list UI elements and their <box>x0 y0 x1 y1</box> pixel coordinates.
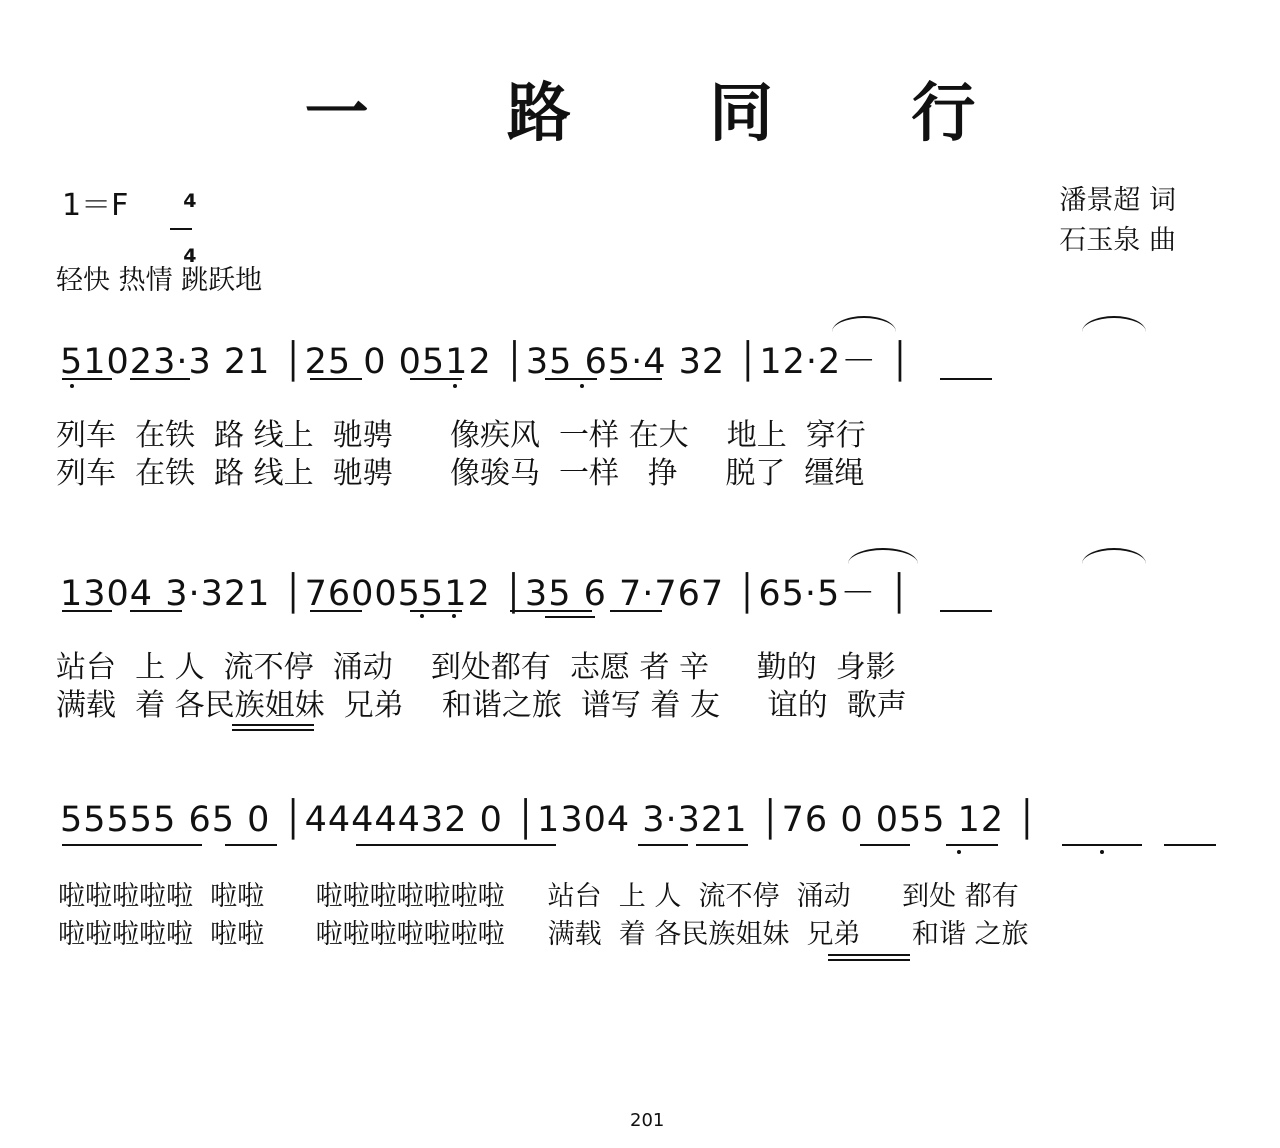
tempo-marking: 轻快 热情 跳跃地 <box>56 265 263 296</box>
time-signature-bar <box>170 228 192 230</box>
time-signature-bottom: 4 <box>183 245 197 267</box>
lyric-underline <box>828 954 910 956</box>
beam <box>940 610 992 612</box>
score-line-2: 1304 3·321 │76005512 │35 6 7·767 │65·5－ │ <box>60 574 911 614</box>
lyric-line-3a: 啦啦啦啦啦 啦啦 啦啦啦啦啦啦啦 站台 上 人 流不停 涌动 到处 都有 <box>58 881 1019 912</box>
slur <box>848 548 918 564</box>
lyric-line-1b: 列车 在铁 路 线上 驰骋 像骏马 一样 挣 脱了 缰绳 <box>56 456 865 491</box>
lower-octave-dot <box>957 850 961 854</box>
beam <box>225 844 277 846</box>
lyric-line-2a: 站台 上 人 流不停 涌动 到处都有 志愿 者 辛 勤的 身影 <box>56 650 896 685</box>
beam <box>638 844 688 846</box>
time-signature-top: 4 <box>183 190 197 212</box>
beam <box>940 378 992 380</box>
lyric-line-1a: 列车 在铁 路 线上 驰骋 像疾风 一样 在大 地上 穿行 <box>56 418 866 453</box>
beam <box>610 610 662 612</box>
lower-octave-dot <box>452 614 456 618</box>
key-signature: 1＝F <box>62 188 129 223</box>
composer-credit: 石玉泉 曲 <box>1059 225 1176 256</box>
score-line-3: 55555 65 0 │4444432 0 │1304 3·321 │76 0 055 12 │ <box>60 800 1039 840</box>
beam <box>1062 844 1142 846</box>
beam <box>946 844 998 846</box>
beam <box>510 610 592 612</box>
beam <box>310 610 362 612</box>
slur <box>1082 548 1146 564</box>
slur <box>832 316 896 332</box>
lower-octave-dot <box>580 384 584 388</box>
beam <box>545 378 597 380</box>
beam <box>1164 844 1216 846</box>
beam <box>410 610 462 612</box>
beam <box>62 378 112 380</box>
lyric-line-2b: 满载 着 各民族姐妹 兄弟 和谐之旅 谱写 着 友 谊的 歌声 <box>56 688 907 723</box>
lower-octave-dot <box>1100 850 1104 854</box>
beam <box>130 378 190 380</box>
lyric-underline <box>232 729 314 731</box>
beam <box>545 616 595 618</box>
lyric-underline <box>232 724 314 726</box>
lyric-underline <box>828 959 910 961</box>
lower-octave-dot <box>420 614 424 618</box>
beam <box>410 378 462 380</box>
lyric-line-3b: 啦啦啦啦啦 啦啦 啦啦啦啦啦啦啦 满载 着 各民族姐妹 兄弟 和谐 之旅 <box>58 919 1029 950</box>
lyricist-credit: 潘景超 词 <box>1059 185 1176 216</box>
lower-octave-dot <box>453 384 457 388</box>
time-signature <box>170 176 197 267</box>
beam <box>860 844 910 846</box>
beam <box>356 844 556 846</box>
score-line-1: 51023·3 21 │25 0 0512 │35 65·4 32 │12·2－ │ <box>60 342 912 382</box>
beam <box>696 844 748 846</box>
slur <box>1082 316 1146 332</box>
beam <box>310 378 362 380</box>
beam <box>62 844 202 846</box>
page-number: 201 <box>630 1110 665 1131</box>
lower-octave-dot <box>70 384 74 388</box>
beam <box>130 610 182 612</box>
beam <box>610 378 662 380</box>
beam <box>62 610 112 612</box>
song-title: 一 路 同 行 <box>304 76 1034 151</box>
